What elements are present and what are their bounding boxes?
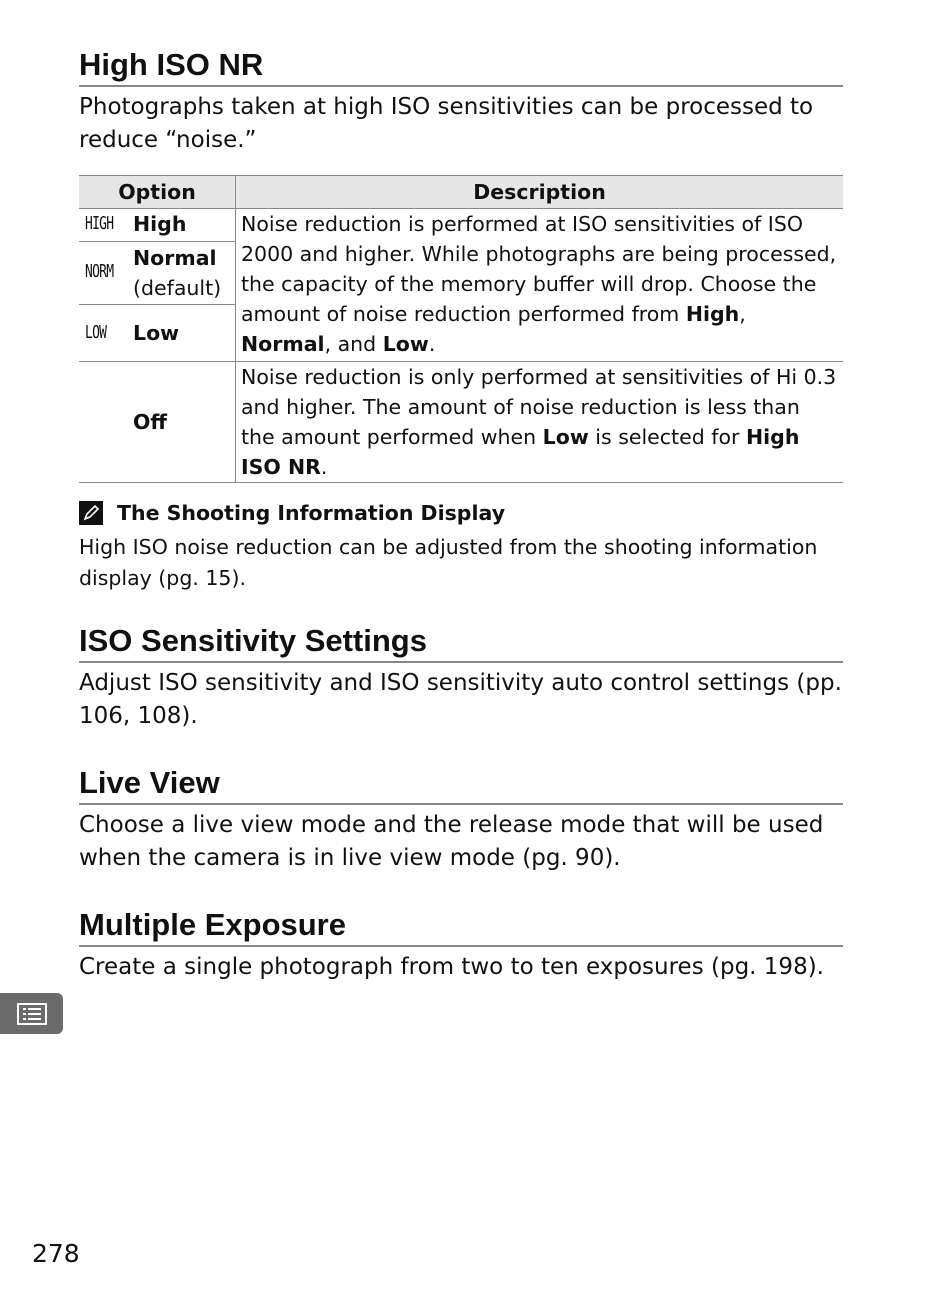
section-intro: Create a single photograph from two to ten exposures (pg. 198). bbox=[79, 954, 824, 980]
section-intro: Choose a live view mode and the release mode that will be used when the camera is in live view mode (pg. 90). bbox=[79, 812, 824, 871]
lcd-high-icon: HIGH bbox=[85, 213, 114, 234]
lcd-norm-icon: NORM bbox=[85, 261, 114, 282]
menu-list-icon bbox=[17, 1003, 47, 1025]
side-tab bbox=[0, 993, 63, 1034]
lcd-low-icon: LOW bbox=[85, 322, 107, 343]
page-number: 278 bbox=[32, 1239, 80, 1268]
description-text: , and bbox=[324, 332, 377, 356]
option-cell-high bbox=[79, 209, 236, 242]
option-name: Low bbox=[133, 321, 180, 345]
header-option: Option bbox=[79, 176, 236, 209]
description-bold: Normal bbox=[241, 332, 325, 356]
pencil-note-icon bbox=[79, 501, 103, 525]
section-high-iso-nr bbox=[79, 46, 843, 157]
description-text: . bbox=[320, 455, 328, 479]
description-text: Noise reduction is performed at ISO sensitivities of ISO 2000 and higher. While photographs are being processed, the capacity of the memory buffer will drop. Choose the amount of noise reduction performed from bbox=[241, 212, 837, 326]
table-header-row bbox=[79, 176, 843, 209]
option-name: High bbox=[133, 212, 187, 236]
description-bold: High bbox=[685, 302, 740, 326]
section-iso-sensitivity-settings bbox=[79, 622, 843, 733]
option-name: Normal bbox=[133, 246, 217, 270]
section-title: High ISO NR bbox=[79, 46, 843, 87]
description-off bbox=[236, 362, 844, 483]
table-row bbox=[79, 362, 843, 483]
description-bold: Low bbox=[382, 332, 429, 356]
section-intro: Photographs taken at high ISO sensitivities can be processed to reduce “noise.” bbox=[79, 94, 814, 153]
description-text: . bbox=[428, 332, 436, 356]
pencil-glyph bbox=[82, 504, 100, 522]
header-description: Description bbox=[236, 176, 844, 209]
section-multiple-exposure bbox=[79, 906, 843, 984]
note-heading bbox=[79, 498, 505, 528]
section-live-view bbox=[79, 764, 843, 875]
table-row bbox=[79, 209, 843, 242]
options-table bbox=[79, 175, 843, 483]
description-text: Noise reduction is only performed at sensitivities of Hi 0.3 and higher. The amount of noise reduction is less than the amount performed when bbox=[241, 365, 837, 449]
option-cell-off bbox=[79, 362, 236, 483]
section-title: Live View bbox=[79, 764, 843, 805]
note-title: The Shooting Information Display bbox=[117, 501, 506, 525]
option-cell-normal bbox=[79, 242, 236, 305]
section-intro: Adjust ISO sensitivity and ISO sensitivity auto control settings (pp. 106, 108). bbox=[79, 670, 842, 729]
option-default: (default) bbox=[133, 276, 222, 300]
section-title: Multiple Exposure bbox=[79, 906, 843, 947]
description-text: is selected for bbox=[595, 425, 740, 449]
option-name: Off bbox=[133, 410, 168, 434]
description-shared bbox=[236, 209, 844, 362]
description-bold: Low bbox=[542, 425, 589, 449]
note-body: High ISO noise reduction can be adjusted from the shooting information display (pg. 15). bbox=[79, 535, 818, 590]
option-cell-low bbox=[79, 305, 236, 362]
description-text: , bbox=[739, 302, 746, 326]
description-bold: High ISO NR bbox=[241, 425, 800, 479]
section-title: ISO Sensitivity Settings bbox=[79, 622, 843, 663]
